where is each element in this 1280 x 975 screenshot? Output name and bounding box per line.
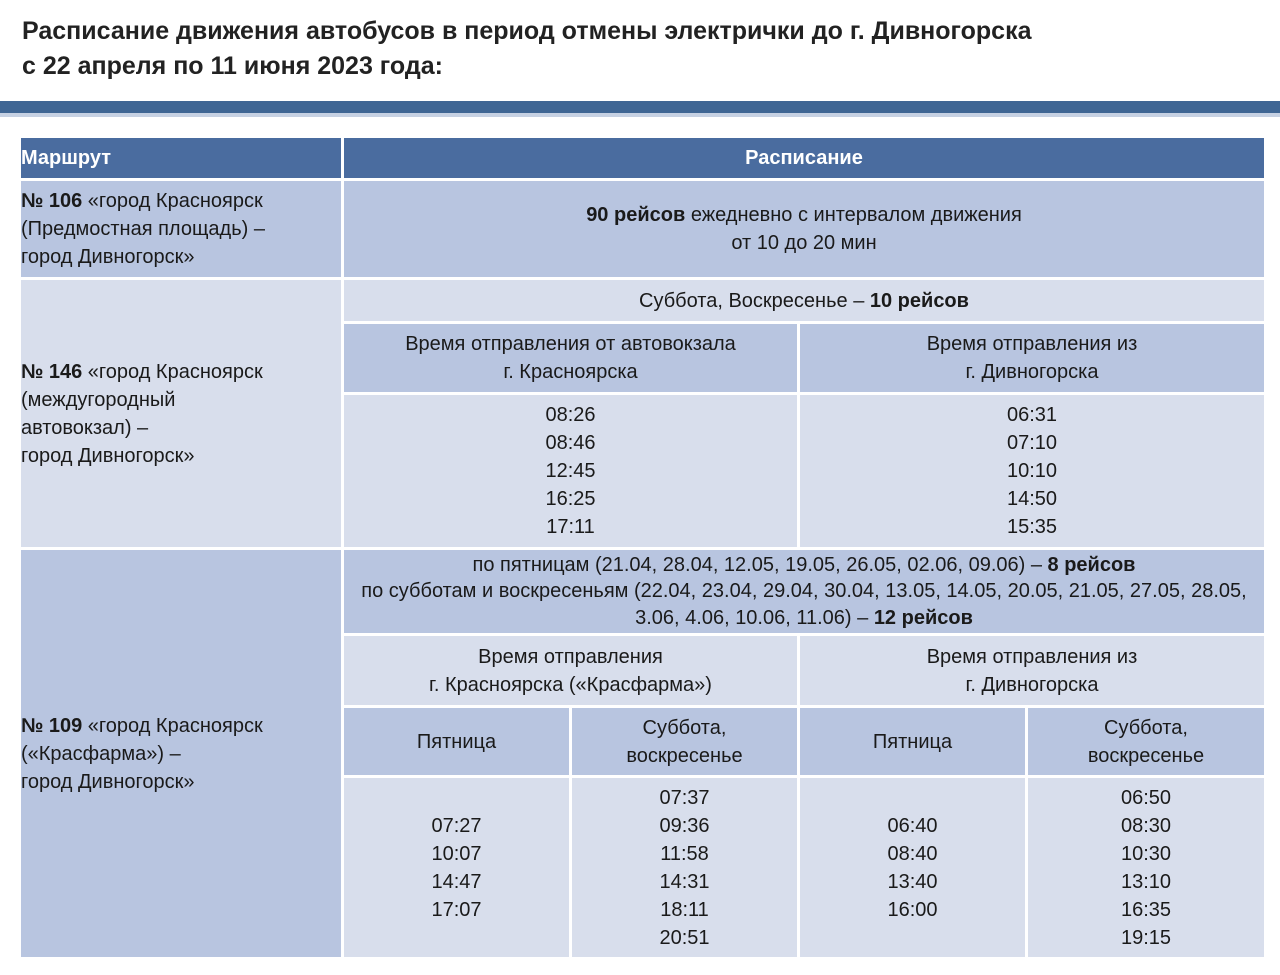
route-109-notes: по пятницам (21.04, 28.04, 12.05, 19.05, 26.05, 02.06, 09.06) – 8 рейсов по субботам и воскресеньям (22.04, 23.04, 29.04, 30.04, 13.05, 14.05, 20.05, 21.05, 27.05, 28.05, 3.06, 4.06, 10.06, 11.06) – 12 рейсов	[343, 549, 1266, 635]
time-cell: 06:50	[1120, 786, 1172, 809]
route-146-days: Суббота, Воскресенье – 10 рейсов	[343, 279, 1266, 323]
time-cell: 08:26	[545, 404, 596, 426]
time-cell: 13:40	[887, 870, 938, 893]
time-cell: 10:10	[1006, 460, 1058, 482]
route-106-name: № 106 «город Красноярск (Предмостная площадь) – город Дивногорск»	[20, 180, 343, 279]
title-line-2: с 22 апреля по 11 июня 2023 года:	[22, 52, 443, 80]
header-schedule: Расписание	[343, 137, 1266, 180]
route-109-kr-weekend-times	[571, 777, 799, 959]
route-106-schedule: 90 рейсов ежедневно с интервалом движения от 10 до 20 мин	[343, 180, 1266, 279]
route-146-row	[20, 279, 1266, 323]
header-route: Маршрут	[20, 137, 343, 180]
time-cell: 14:31	[659, 870, 710, 893]
time-cell: 17:07	[431, 898, 482, 921]
route-106-number: № 106	[21, 190, 83, 212]
route-146-times-krasnoyarsk	[343, 394, 799, 549]
table-header-row	[20, 137, 1266, 180]
route-109-kr-friday-header: Пятница	[343, 707, 571, 777]
route-109-number: № 109	[21, 714, 83, 737]
route-109-kr-weekend-header: Суббота, воскресенье	[571, 707, 799, 777]
title-divider	[0, 101, 1280, 113]
route-109-dv-friday-header: Пятница	[799, 707, 1027, 777]
title-divider-light	[0, 113, 1280, 117]
schedule-table	[18, 135, 1267, 960]
route-146-number: № 146	[21, 360, 83, 383]
time-cell: 20:51	[659, 926, 710, 949]
time-cell: 14:50	[1006, 488, 1058, 510]
time-cell: 15:35	[1006, 516, 1058, 538]
time-cell: 13:10	[1120, 870, 1172, 893]
time-cell: 08:40	[887, 842, 938, 865]
route-109-row	[20, 549, 1266, 635]
time-cell: 11:58	[660, 842, 709, 865]
route-146-col-divnogorsk: Время отправления из г. Дивногорска	[799, 323, 1266, 394]
time-cell: 07:37	[659, 786, 710, 809]
route-146-times-divnogorsk	[799, 394, 1266, 549]
time-cell: 16:25	[545, 488, 596, 510]
time-cell: 16:00	[887, 898, 938, 921]
route-109-kr-friday-times	[343, 777, 571, 959]
time-cell: 06:40	[887, 814, 938, 837]
title-line-1: Расписание движения автобусов в период отмены электрички до г. Дивногорска	[22, 17, 1032, 45]
route-109-friday-trips: 8 рейсов	[1047, 553, 1136, 576]
time-cell: 10:07	[431, 842, 482, 865]
route-109-dv-weekend-header: Суббота, воскресенье	[1027, 707, 1266, 777]
route-109-col-divnogorsk: Время отправления из г. Дивногорска	[799, 635, 1266, 707]
time-cell: 08:30	[1120, 814, 1172, 837]
route-109-dv-weekend-times	[1027, 777, 1266, 959]
time-cell: 06:31	[1006, 404, 1058, 426]
route-106-row	[20, 180, 1266, 279]
time-cell: 18:11	[660, 898, 709, 921]
time-cell: 16:35	[1120, 898, 1172, 921]
route-106-trips: 90 рейсов	[586, 204, 686, 226]
time-cell: 08:46	[545, 432, 596, 454]
time-cell: 07:27	[431, 814, 482, 837]
time-cell: 17:11	[546, 516, 595, 538]
route-109-col-krasnoyarsk: Время отправления г. Красноярска («Красфарма»)	[343, 635, 799, 707]
time-cell: 07:10	[1006, 432, 1058, 454]
route-109-dv-friday-times	[799, 777, 1027, 959]
time-cell: 10:30	[1120, 842, 1172, 865]
route-109-name: № 109 «город Красноярск («Красфарма») – город Дивногорск»	[20, 549, 343, 959]
time-cell: 19:15	[1120, 926, 1172, 949]
route-146-trips: 10 рейсов	[869, 289, 969, 312]
route-146-name: № 146 «город Красноярск (междугородный автовокзал) – город Дивногорск»	[20, 279, 343, 549]
page-title	[22, 14, 1032, 84]
time-cell: 12:45	[545, 460, 596, 482]
time-cell: 14:47	[431, 870, 482, 893]
time-cell: 09:36	[659, 814, 710, 837]
route-146-col-krasnoyarsk: Время отправления от автовокзала г. Красноярска	[343, 323, 799, 394]
route-109-weekend-trips: 12 рейсов	[873, 606, 973, 629]
